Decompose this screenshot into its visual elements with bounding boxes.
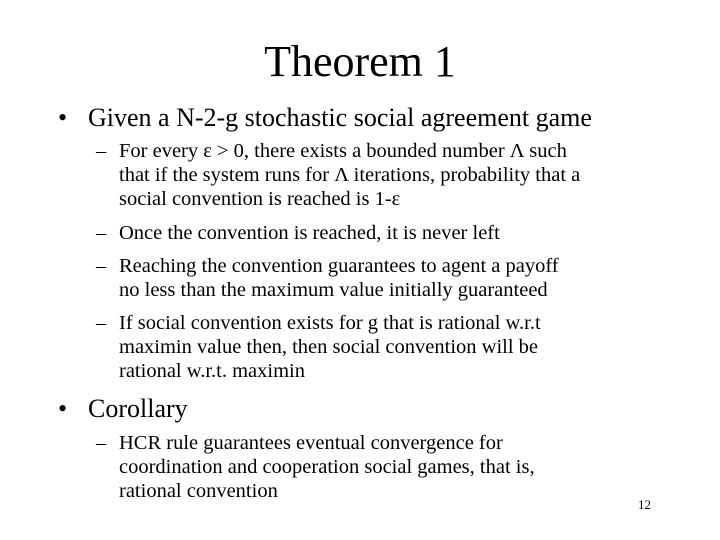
sub-bullet-text <box>119 139 580 211</box>
bullet-marker: • <box>58 394 68 423</box>
slide-title: Theorem 1 <box>264 37 456 86</box>
text-line: that if the system runs for Λ iterations, probability that a <box>119 164 581 186</box>
dash-marker: – <box>96 222 107 244</box>
text-line: coordination and cooperation social games, that is, <box>119 456 535 478</box>
dash-marker: – <box>96 432 107 454</box>
text-line: Reaching the convention guarantees to agent a payoff <box>119 255 559 277</box>
dash-marker: – <box>96 140 107 162</box>
text-line: rational convention <box>119 480 278 502</box>
bullet-marker: • <box>58 103 68 132</box>
text-line: HCR rule guarantees eventual convergence for <box>119 432 503 454</box>
text-line: maximin value then, then social convention will be <box>119 336 539 358</box>
text-line: no less than the maximum value initially guaranteed <box>119 279 548 301</box>
sub-bullet-text <box>119 254 559 302</box>
bullet-text: Corollary <box>88 394 188 423</box>
text-line: For every ε > 0, there exists a bounded number Λ such <box>119 140 567 162</box>
sub-bullet-text <box>119 431 535 503</box>
text-line: social convention is reached is 1-ε <box>119 188 401 210</box>
sub-bullet-text <box>119 311 541 383</box>
bullet-text: Given a N-2-g stochastic social agreement game <box>88 103 592 132</box>
page-number: 12 <box>638 497 651 512</box>
text-line: rational w.r.t. maximin <box>119 360 305 382</box>
sub-bullet-text <box>119 221 500 245</box>
dash-marker: – <box>96 312 107 334</box>
dash-marker: – <box>96 255 107 277</box>
text-line: Once the convention is reached, it is never left <box>119 222 500 244</box>
text-line: If social convention exists for g that is rational w.r.t <box>119 312 541 334</box>
